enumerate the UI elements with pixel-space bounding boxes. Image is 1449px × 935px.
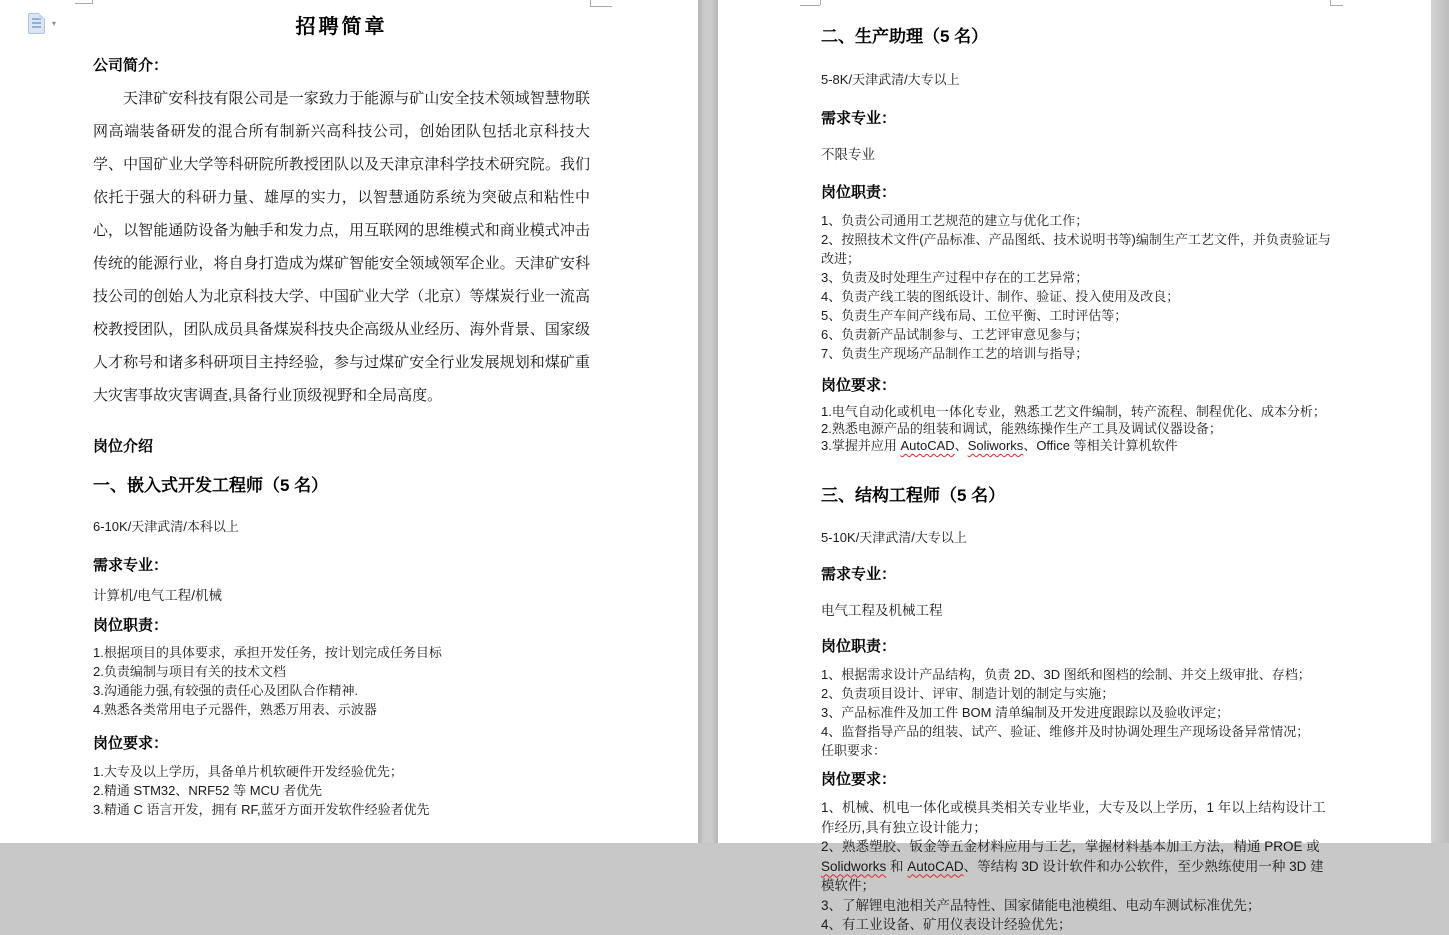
dropdown-arrow-icon[interactable]: ▾	[52, 18, 57, 28]
list-item: 3、了解锂电池相关产品特性、国家储能电池模组、电动车测试标准优先；	[821, 897, 1261, 913]
list-item: 任职要求：	[821, 743, 887, 758]
job1-reqs-list	[93, 762, 590, 819]
list-item: 4、监督指导产品的组装、试产、验证、维修并及时协调处理生产现场设备异常情况；	[821, 724, 1310, 739]
job3-reqs-label: 岗位要求：	[821, 771, 897, 788]
document-icon[interactable]	[28, 13, 45, 34]
spellcheck-word: AutoCAD	[907, 858, 964, 874]
list-item: 2.精通 STM32、NRF52 等 MCU 者优先	[93, 783, 322, 798]
job3-heading: 三、结构工程师（5 名）	[821, 486, 1006, 505]
jobs-intro-label: 岗位介绍	[93, 438, 154, 455]
job2-major: 不限专业	[821, 147, 875, 162]
list-item: 3.精通 C 语言开发，拥有 RF,蓝牙方面开发软件经验者优先	[93, 802, 430, 817]
list-item: 1、负责公司通用工艺规范的建立与优化工作；	[821, 213, 1089, 228]
page-1-content	[0, 10, 698, 819]
text-boundary-mark	[820, 0, 821, 5]
job1-duties-list	[93, 643, 590, 719]
list-item: 7、负责生产现场产品制作工艺的培训与指导；	[821, 346, 1089, 361]
list-item: 3、负责及时处理生产过程中存在的工艺异常；	[821, 270, 1089, 285]
text-boundary-mark	[92, 0, 93, 3]
job2-duties-list	[821, 211, 1331, 363]
spellcheck-word: AutoCAD	[900, 438, 955, 453]
page-2	[718, 0, 1431, 932]
job2-duties-label: 岗位职责：	[821, 184, 897, 201]
page-edge-shadow	[1431, 0, 1449, 843]
company-intro-label: 公司简介：	[93, 57, 169, 74]
req-text: 和	[886, 858, 908, 874]
page-1	[0, 0, 698, 843]
job3-duties-label: 岗位职责：	[821, 638, 897, 655]
req-text: 2、熟悉塑胶、钣金等五金材料应用与工艺，掌握材料基本加工方法，精通 PROE 或	[821, 839, 1320, 854]
list-item: 4.熟悉各类常用电子元器件，熟悉万用表、示波器	[93, 702, 377, 717]
req-text: 3.掌握并应用	[821, 438, 901, 453]
text-boundary-mark	[590, 6, 612, 7]
list-item: 2、负责项目设计、评审、制造计划的制定与实施；	[821, 686, 1115, 701]
list-item: 1、机械、机电一体化或模具类相关专业毕业，大专及以上学历，1 年以上结构设计工作经历,具有独立设计能力；	[821, 800, 1326, 835]
list-item: 1、根据需求设计产品结构，负责 2D、3D 图纸和图档的绘制、并交上级审批、存档；	[821, 667, 1311, 682]
job1-major: 计算机/电气工程/机械	[93, 588, 223, 603]
job3-major: 电气工程及机械工程	[821, 603, 943, 618]
job2-major-label: 需求专业：	[821, 110, 897, 127]
spellcheck-word: Soliworks	[967, 438, 1024, 453]
list-item: 1.根据项目的具体要求，承担开发任务，按计划完成任务目标	[93, 645, 442, 660]
document-title: 招聘简章	[295, 16, 388, 38]
job2-salary: 5-8K/天津武清/大专以上	[821, 72, 960, 87]
text-boundary-mark	[1330, 5, 1343, 6]
company-intro-paragraph: 天津矿安科技有限公司是一家致力于能源与矿山安全技术领域智慧物联网高端装备研发的混合所有制新兴高科技公司，创始团队包括北京科技大学、中国矿业大学等科研院所教授团队以及天津京津科学技术研究院。我们依托于强大的科研力量、雄厚的实力，以智慧通防系统为突破点和粘性中心，以智能通防设备为触手和发力点，用互联网的思维模式和商业模式冲击传统的能源行业，将自身打造成为煤矿智能安全领域领军企业。天津矿安科技公司的创始人为北京科技大学、中国矿业大学（北京）等煤炭行业一流高校教授团队，团队成员具备煤炭科技央企高级从业经历、海外背景、国家级人才称号和诸多科研项目主持经验，参与过煤矿安全行业发展规划和煤矿重大灾害事故灾害调查,具备行业顶级视野和全局高度。	[93, 90, 590, 404]
job1-major-label: 需求专业：	[93, 557, 169, 574]
list-item: 1.大专及以上学历，具备单片机软硬件开发经验优先；	[93, 764, 403, 779]
job3-major-label: 需求专业：	[821, 566, 897, 583]
list-item: 3、产品标准件及加工件 BOM 清单编制及开发进度跟踪以及验收评定；	[821, 705, 1230, 720]
job2-reqs-label: 岗位要求：	[821, 377, 897, 394]
req-text: 、	[954, 438, 968, 453]
list-item: 5、负责生产车间产线布局、工位平衡、工时评估等；	[821, 308, 1128, 323]
text-boundary-mark	[1330, 0, 1331, 5]
list-item: 2.熟悉电源产品的组装和调试，能熟练操作生产工具及调试仪器设备；	[821, 421, 1222, 436]
req-text: 、等结构 3D 设计软件和办公软件，至少熟练使用一种 3D 建模软件；	[821, 858, 1324, 893]
list-item: 2、按照技术文件(产品标准、产品图纸、技术说明书等)编制生产工艺文件，并负责验证与改进；	[821, 232, 1331, 266]
req-text: 、Office 等相关计算机软件	[1023, 438, 1178, 453]
job2-reqs-list	[821, 403, 1331, 454]
page-options-button[interactable]	[28, 13, 56, 34]
job3-salary: 5-10K/天津武清/大专以上	[821, 530, 967, 545]
page-2-content	[718, 22, 1431, 935]
list-item: 4、有工业设备、矿用仪表设计经验优先；	[821, 917, 1072, 932]
job1-duties-label: 岗位职责：	[93, 617, 169, 634]
spellcheck-word: Solidworks	[821, 858, 887, 874]
job1-salary: 6-10K/天津武清/本科以上	[93, 519, 239, 534]
list-item: 1.电气自动化或机电一体化专业，熟悉工艺文件编制，转产流程、制程优化、成本分析；	[821, 404, 1326, 419]
list-item	[821, 437, 1331, 454]
page-gap	[698, 0, 718, 843]
job3-duties-list	[821, 665, 1331, 760]
list-item: 3.沟通能力强,有较强的责任心及团队合作精神.	[93, 683, 359, 698]
job1-reqs-label: 岗位要求：	[93, 735, 169, 752]
list-item: 6、负责新产品试制参与、工艺评审意见参与；	[821, 327, 1089, 342]
list-item	[821, 837, 1331, 896]
text-boundary-mark	[800, 5, 820, 6]
text-boundary-mark	[75, 3, 93, 4]
job2-heading: 二、生产助理（5 名）	[821, 27, 989, 46]
list-item: 4、负责产线工装的图纸设计、制作、验证、投入使用及改良；	[821, 289, 1180, 304]
job1-heading: 一、嵌入式开发工程师（5 名）	[93, 476, 329, 495]
job3-reqs-list	[821, 798, 1331, 935]
list-item: 2.负责编制与项目有关的技术文档	[93, 664, 286, 679]
